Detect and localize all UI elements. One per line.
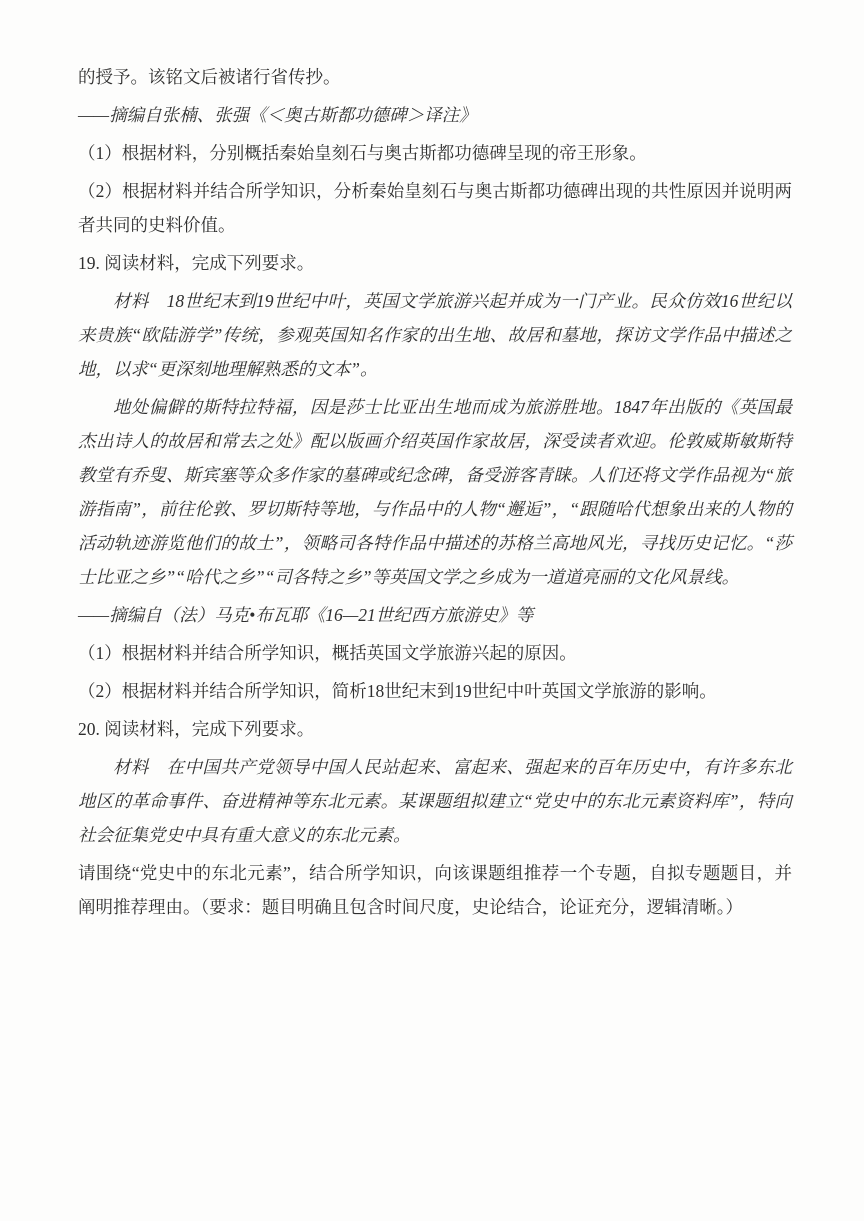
q19-heading: 19. 阅读材料，完成下列要求。: [78, 253, 315, 273]
q18-subquestion-2: （2）根据材料并结合所学知识，分析秦始皇刻石与奥古斯都功德碑出现的共性原因并说明两者共同的史料价值。: [78, 181, 792, 235]
q18-subquestion-1: （1）根据材料，分别概括秦始皇刻石与奥古斯都功德碑呈现的帝王形象。: [78, 143, 647, 163]
q19-subquestion-2: （2）根据材料并结合所学知识，简析18世纪末到19世纪中叶英国文学旅游的影响。: [78, 681, 717, 701]
q20-task-statement: 请围绕“党史中的东北元素”，结合所学知识，向该课题组推荐一个专题，自拟专题题目，并阐明推荐理由。（要求：题目明确且包含时间尺度，史论结合，论证充分，逻辑清晰。）: [78, 863, 792, 917]
q18-source-attribution: ——摘编自张楠、张强《＜奥古斯都功德碑＞译注》: [78, 105, 477, 125]
q20-material-paragraph: 材料 在中国共产党领导中国人民站起来、富起来、强起来的百年历史中，有许多东北地区的革命事件、奋进精神等东北元素。某课题组拟建立“党史中的东北元素资料库”，特向社会征集党史中具有重大意义的东北元素。: [78, 757, 792, 845]
q18-material-continuation: 的授予。该铭文后被诸行省传抄。: [78, 67, 341, 87]
q19-subquestion-1: （1）根据材料并结合所学知识，概括英国文学旅游兴起的原因。: [78, 643, 577, 663]
q19-material-paragraph-2: 地处偏僻的斯特拉特福，因是莎士比亚出生地而成为旅游胜地。1847年出版的《英国最杰出诗人的故居和常去之处》配以版画介绍英国作家故居，深受读者欢迎。伦敦威斯敏斯特教堂有乔叟、斯宾塞等众多作家的墓碑或纪念碑，备受游客青睐。人们还将文学作品视为“旅游指南”，前往伦敦、罗切斯特等地，与作品中的人物“邂逅”，“跟随哈代想象出来的人物的活动轨迹游览他们的故土”，领略司各特作品中描述的苏格兰高地风光，寻找历史记忆。“莎士比亚之乡”“哈代之乡”“司各特之乡”等英国文学之乡成为一道道亮丽的文化风景线。: [78, 397, 792, 587]
q19-source-attribution: ——摘编自（法）马克•布瓦耶《16—21世纪西方旅游史》等: [78, 605, 534, 625]
q20-heading: 20. 阅读材料，完成下列要求。: [78, 719, 315, 739]
q19-material-paragraph-1: 材料 18世纪末到19世纪中叶，英国文学旅游兴起并成为一门产业。民众仿效16世纪以来贵族“欧陆游学”传统，参观英国知名作家的出生地、故居和墓地，探访文学作品中描述之地，以求“更深刻地理解熟悉的文本”。: [78, 291, 792, 379]
